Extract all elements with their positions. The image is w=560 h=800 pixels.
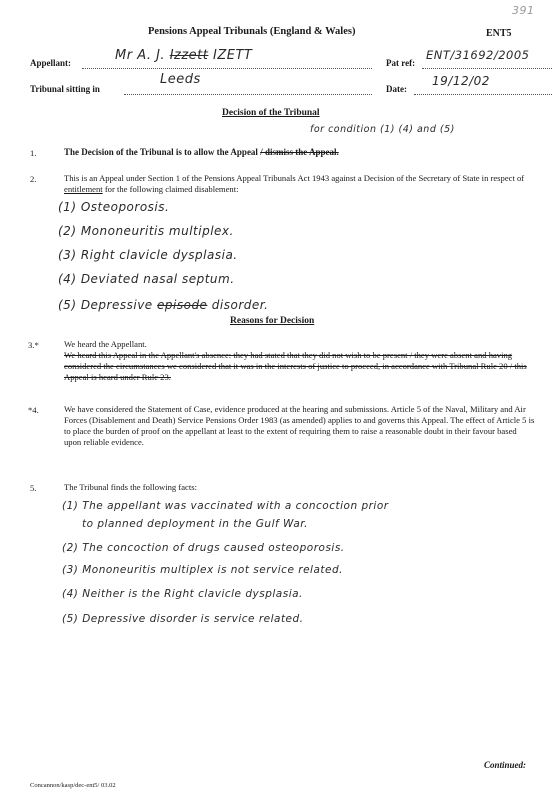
fact-2: (2) The concoction of drugs caused osteoporosis.	[62, 542, 345, 554]
item-2-text: This is an Appeal under Section 1 of the Pensions Appeal Tribunals Act 1943 against a Decision of the Secretary of State in respect of entitlement for the following claimed disablement:	[64, 173, 525, 194]
item-1-number: 1.	[30, 148, 37, 158]
item-4-number: *4.	[28, 405, 39, 415]
pat-ref-label: Pat ref:	[386, 58, 416, 68]
sitting-field-line	[124, 94, 372, 95]
date-label: Date:	[386, 84, 407, 94]
item-5-number: 5.	[30, 483, 37, 493]
item-3-text: We heard the Appellant. We heard this Appeal in the Appellant's absence: they had stated that they did not wish to be present / they were absent and having considered the circumstances we considered that it was in the interests of justice to proceed, in accordance with Tribunal Rule 20 / this Appeal is heard under Rule 23.	[64, 339, 536, 383]
decision-insert-note: for condition (1) (4) and (5)	[310, 124, 455, 135]
tribunal-sitting-label: Tribunal sitting in	[30, 84, 100, 94]
fact-3: (3) Mononeuritis multiplex is not service related.	[62, 564, 343, 576]
item-1-text: The Decision of the Tribunal is to allow the Appeal / dismiss the Appeal.	[64, 147, 339, 157]
fact-1-continued: to planned deployment in the Gulf War.	[82, 518, 308, 530]
form-title: Pensions Appeal Tribunals (England & Wales)	[148, 26, 356, 37]
appellant-label: Appellant:	[30, 58, 72, 68]
fact-1: (1) The appellant was vaccinated with a concoction prior	[62, 500, 389, 512]
page-number: 391	[512, 4, 535, 17]
disablement-5: (5) Depressive episode disorder.	[58, 298, 269, 312]
pat-ref-value: ENT/31692/2005	[426, 48, 530, 62]
reasons-heading: Reasons for Decision	[230, 316, 315, 326]
continued-label: Continued:	[484, 760, 527, 770]
item-2-number: 2.	[30, 174, 37, 184]
footer-reference: Concannon/kasp/dec-ent5/ 03.02	[30, 782, 116, 789]
appellant-struck-name: Izzett	[169, 48, 209, 63]
item-5-text: The Tribunal finds the following facts:	[64, 482, 197, 492]
appellant-value: Mr A. J. Izzett IZETT	[115, 48, 253, 63]
item-1-struck: / dismiss the Appeal.	[260, 147, 339, 157]
disablement-1: (1) Osteoporosis.	[58, 200, 170, 214]
item-3-number: 3.*	[28, 340, 39, 350]
disablement-5-struck: episode	[157, 298, 208, 312]
decision-heading: Decision of the Tribunal	[222, 108, 320, 118]
date-field-line	[414, 94, 552, 95]
item-3-struck-paragraph: We heard this Appeal in the Appellant's absence: they had stated that they did not wish to be present / they were absent and having considered the circumstances we considered that it was in the interests of justice to proceed, in accordance with Tribunal Rule 20 / this Appeal is heard under Rule 23.	[64, 350, 527, 382]
fact-4: (4) Neither is the Right clavicle dysplasia.	[62, 588, 303, 600]
pat-ref-field-line	[422, 68, 552, 69]
disablement-3: (3) Right clavicle dysplasia.	[58, 248, 238, 262]
tribunal-sitting-value: Leeds	[160, 72, 201, 87]
disablement-4: (4) Deviated nasal septum.	[58, 272, 235, 286]
item-4-text: We have considered the Statement of Case, evidence produced at the hearing and submissions. Article 5 of the Naval, Military and Air Forces (Disablement and Death) Service Pensions Order 1983 (as amended) applies to and governs this Appeal. The effect of Article 5 is to place the burden of proof on the appellant at least to the extent of requiring them to raise a reasonable doubt in their favour based upon reliable evidence.	[64, 404, 535, 447]
entitlement-word: entitlement	[64, 184, 103, 194]
form-code: ENT5	[486, 28, 512, 39]
date-value: 19/12/02	[432, 74, 490, 88]
disablement-2: (2) Mononeuritis multiplex.	[58, 224, 234, 238]
appellant-field-line	[82, 68, 372, 69]
fact-5: (5) Depressive disorder is service related.	[62, 613, 304, 625]
